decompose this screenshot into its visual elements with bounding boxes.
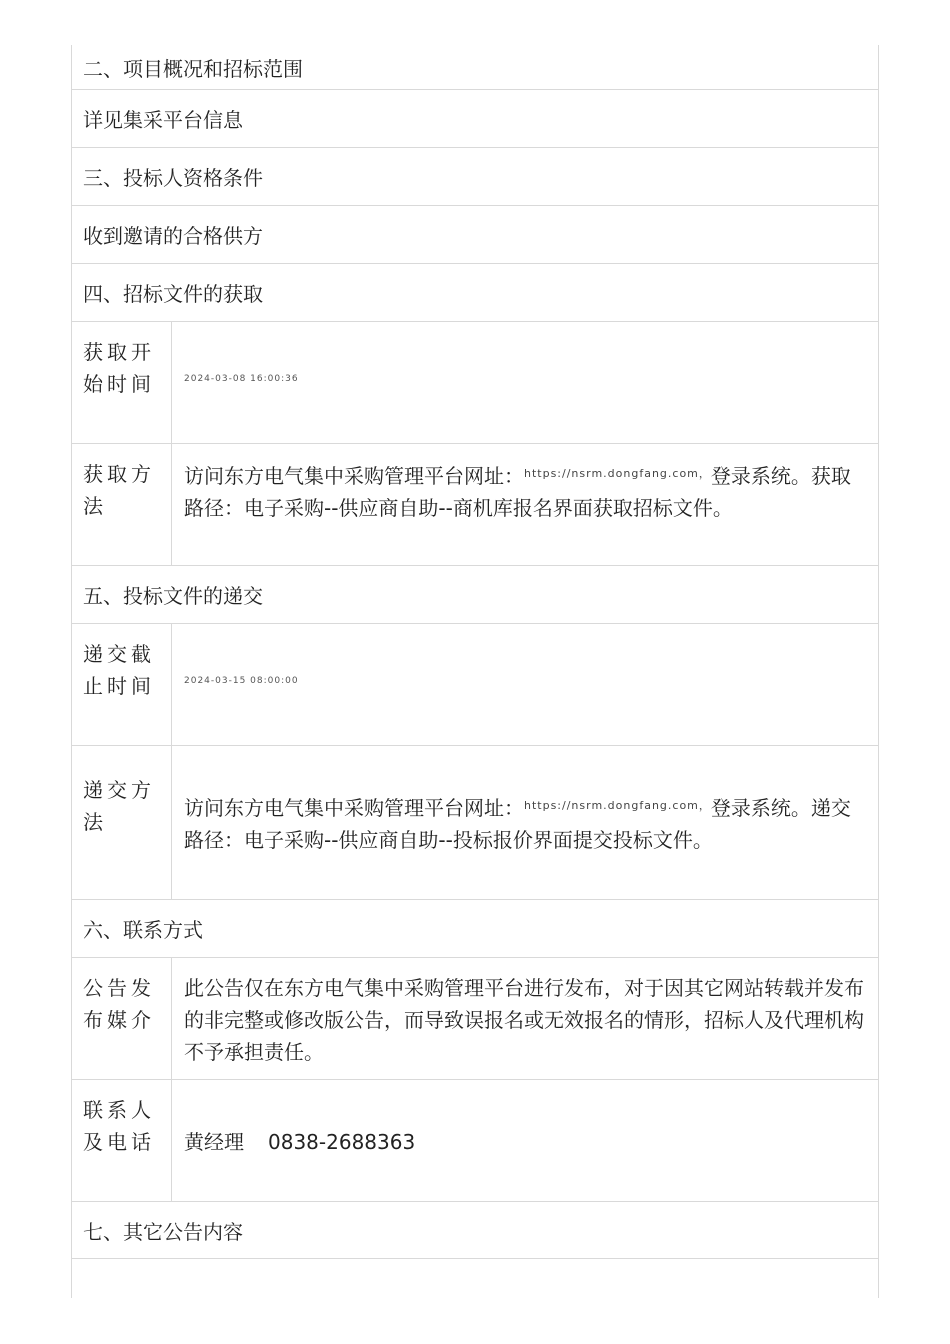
- acquire-method-cell: [172, 444, 878, 565]
- section-3-body: [72, 206, 878, 264]
- section-3-title: [72, 148, 878, 206]
- section-heading: 七、其它公告内容: [83, 1219, 243, 1244]
- submit-method-row: [72, 746, 878, 900]
- acquire-method-row: [72, 444, 878, 566]
- section-heading: 二、项目概况和招标范围: [83, 56, 303, 81]
- section-heading: 四、招标文件的获取: [83, 282, 263, 306]
- acquire-method-suffix: 登录系统。获取路径：电子采购--供应商自助--商机库报名界面获取招标文件。: [184, 464, 851, 520]
- section-heading: 六、联系方式: [83, 918, 203, 942]
- section-6-title: [72, 900, 878, 958]
- section-2-body: [72, 90, 878, 148]
- acquire-start-row: [72, 322, 878, 444]
- acquire-start-label: 获取开始时间: [72, 322, 172, 443]
- media-row: [72, 958, 878, 1080]
- section-heading: 三、投标人资格条件: [83, 166, 263, 190]
- acquire-start-value-cell: [172, 322, 878, 443]
- acquire-method-url[interactable]: https://nsrm.dongfang.com，: [524, 467, 711, 480]
- contact-label: 联系人及电话: [72, 1080, 172, 1201]
- submit-method-cell: [172, 746, 878, 899]
- contact-row: [72, 1080, 878, 1202]
- submit-method-label: 递交方法: [72, 746, 172, 899]
- acquire-start-value: 2024-03-08 16:00:36: [184, 374, 299, 384]
- section-2-title: [72, 45, 878, 90]
- section-text: 收到邀请的合格供方: [83, 224, 263, 248]
- submit-method-url[interactable]: https://nsrm.dongfang.com，: [524, 799, 711, 812]
- contact-value-cell: [172, 1080, 878, 1201]
- contact-phone: 0838-2688363: [268, 1130, 416, 1154]
- submit-deadline-value: 2024-03-15 08:00:00: [184, 676, 299, 686]
- submit-deadline-value-cell: [172, 624, 878, 745]
- submit-deadline-row: [72, 624, 878, 746]
- section-7-body: [72, 1259, 878, 1298]
- section-4-title: [72, 264, 878, 322]
- section-5-title: [72, 566, 878, 624]
- contact-name: 黄经理: [184, 1130, 244, 1154]
- section-text: 详见集采平台信息: [83, 108, 243, 132]
- media-value: 此公告仅在东方电气集中采购管理平台进行发布，对于因其它网站转载并发布的非完整或修改版公告，而导致误报名或无效报名的情形，招标人及代理机构不予承担责任。: [184, 976, 864, 1064]
- acquire-method-label: 获取方法: [72, 444, 172, 565]
- submit-method-suffix: 登录系统。递交路径：电子采购--供应商自助--投标报价界面提交投标文件。: [184, 796, 851, 852]
- section-7-title: [72, 1202, 878, 1259]
- announcement-table: [71, 45, 879, 1298]
- media-label: 公告发布媒介: [72, 958, 172, 1079]
- submit-method-prefix: 访问东方电气集中采购管理平台网址：: [184, 796, 524, 820]
- acquire-method-prefix: 访问东方电气集中采购管理平台网址：: [184, 464, 524, 488]
- submit-deadline-label: 递交截止时间: [72, 624, 172, 745]
- section-heading: 五、投标文件的递交: [83, 584, 263, 608]
